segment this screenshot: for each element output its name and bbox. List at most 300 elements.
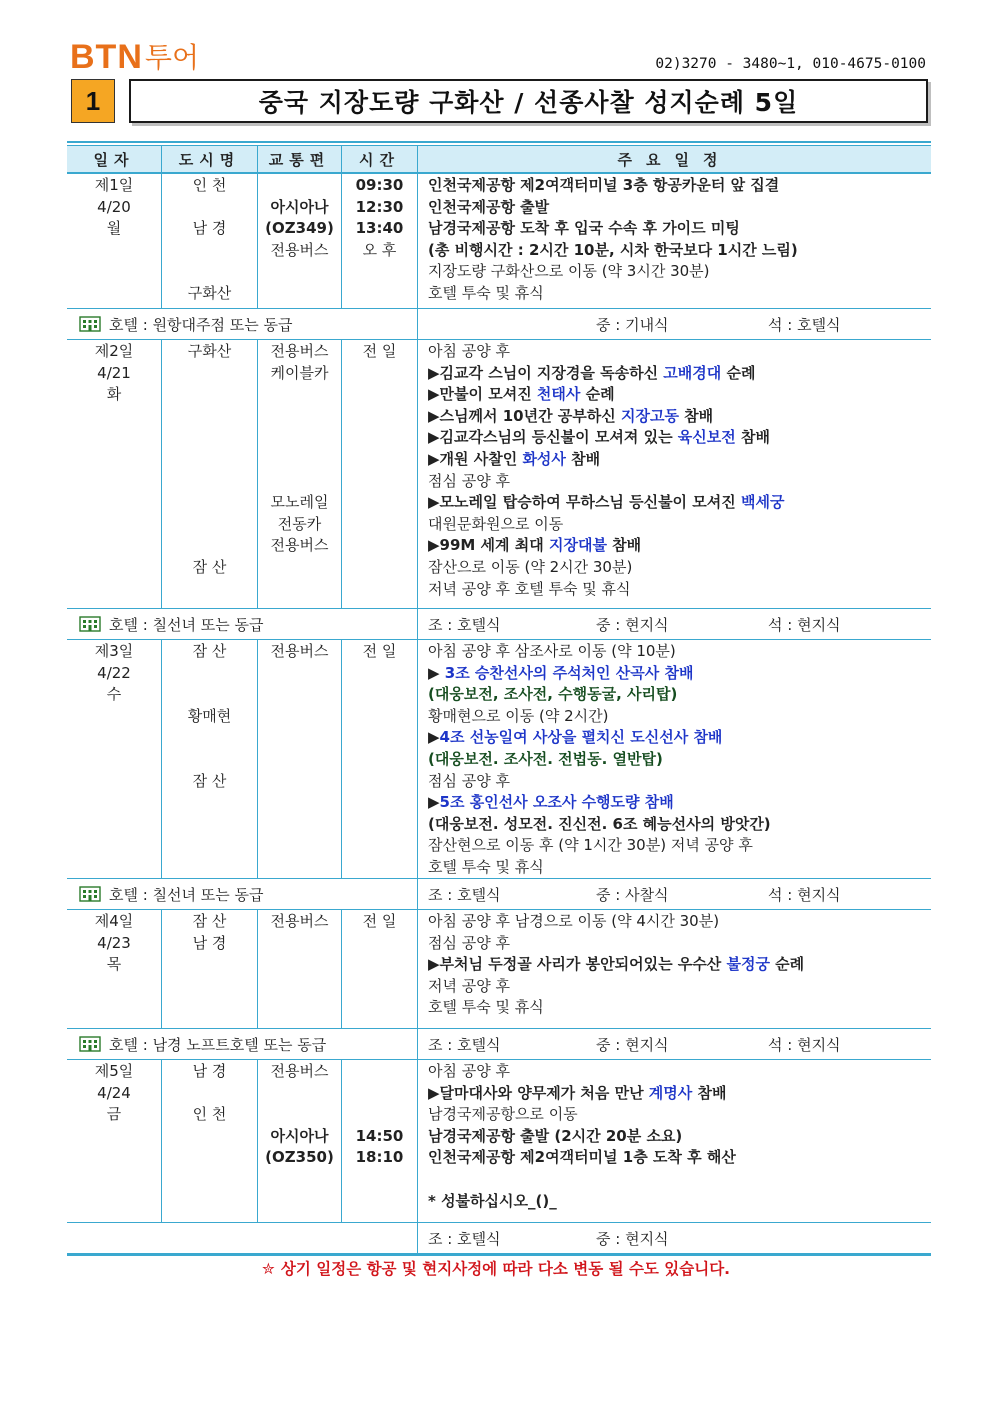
schedule-line [428,954,931,976]
cell-line [342,706,417,728]
cell-line [162,261,257,283]
schedule-text: 지장도량 구화산으로 이동 (약 3시간 30분) [428,262,710,281]
cell-line [342,684,417,706]
cell-line [258,684,341,706]
meal-item: 중 : 현지식 [596,1035,669,1054]
cell-line [258,427,341,449]
day-date-cell [67,640,162,878]
cell-line: 월 [106,219,122,238]
cell-line: 황매현 [187,706,232,725]
schedule-text: 순례 [721,363,756,382]
cell-line [162,363,257,385]
building-icon [79,886,101,902]
schedule-text: ▶부처님 두정골 사리가 봉안되어있는 우수산 [428,955,727,974]
schedule-text: 고배경대 [663,363,722,382]
schedule-text: ▶ [428,793,440,812]
col-schedule: 주요일정 [617,150,732,169]
star-icon: ✮ [261,1260,275,1278]
cell-line: 아시아나 [270,1126,329,1145]
cell-line [342,1104,417,1126]
meal-item: 석 : 현지식 [768,615,841,634]
cell-line [258,1019,341,1029]
schedule-line [428,727,931,749]
schedule-line [428,240,931,262]
city-cell [162,174,258,308]
cell-line: 구화산 [187,283,232,302]
footer-note-text: 상기 일정은 항공 및 현지사정에 따라 다소 변동 될 수도 있습니다. [280,1260,731,1278]
schedule-line [428,1169,931,1191]
day-row [67,910,931,1029]
schedule-text: 대원문화원으로 이동 [428,514,564,533]
schedule-text: 호텔 투숙 및 휴식 [428,998,544,1017]
cell-line [258,706,341,728]
cell-line [258,792,341,814]
cell-line: 전용버스 [270,342,329,360]
cell-line: 제5일 [94,1062,134,1080]
building-icon [79,1036,101,1052]
schedule-text: 참배 [735,428,770,447]
cell-line: (OZ350) [265,1148,334,1167]
cell-line [258,749,341,771]
schedule-line [428,1083,931,1105]
hotel-cell [67,1029,418,1059]
hotel-name: 호텔 : 칠선녀 또는 동급 [109,885,264,904]
day-date-cell [67,910,162,1028]
cell-line [342,1191,417,1213]
cell-line [342,449,417,471]
schedule-line [428,406,931,428]
meal-item: 조 : 호텔식 [428,615,501,634]
cell-line [162,406,257,428]
cell-line: (OZ349) [265,219,334,238]
cell-line [162,197,257,219]
cell-line: 제1일 [94,176,134,194]
cell-line: 12:30 [355,197,404,216]
schedule-text: ▶김교각스님의 등신불이 모셔져 있는 [428,428,678,447]
cell-line [258,175,341,197]
cell-line: 전용버스 [270,912,329,930]
cell-line [162,535,257,557]
cell-line: 전 일 [362,912,397,930]
schedule-text: (대웅보전. 조사전. 전법동. 열반탑) [428,749,663,768]
hotel-cell [67,609,418,639]
meal-item: 중 : 현지식 [596,1229,669,1248]
schedule-text: 점심 공양 후 [428,933,510,952]
time-cell [342,1060,418,1222]
cell-line [258,1191,341,1213]
cell-line: 13:40 [355,219,404,238]
hotel-row [67,309,931,340]
meal-cell [418,309,931,339]
cell-line: 4/22 [97,663,131,682]
brand-logo [70,40,199,74]
cell-line [162,814,257,836]
cell-line [162,1169,257,1191]
cell-line [258,771,341,793]
cell-line [162,749,257,771]
schedule-line [428,857,931,879]
schedule-text: ▶개원 사찰인 [428,449,523,468]
schedule-text: 남경국제공항 도착 후 입국 수속 후 가이드 미팅 [428,219,740,238]
schedule-text: 저녁 공양 후 [428,976,510,995]
cell-line [162,997,257,1019]
schedule-line [428,997,931,1019]
col-city: 도시명 [162,146,258,172]
hotel-row [67,1223,931,1254]
cell-line: 18:10 [355,1148,404,1167]
cell-line [258,579,341,601]
day-date-cell [67,1060,162,1222]
col-transport: 교통편 [258,146,342,172]
schedule-text: 지장고동 [620,406,679,425]
schedule-text: ▶만불이 모셔진 [428,385,537,404]
col-time: 시간 [342,146,418,172]
schedule-text: 참배 [606,536,642,555]
schedule-text: 아침 공양 후 남경으로 이동 (약 4시간 30분) [428,912,720,930]
cell-line [162,1212,257,1223]
schedule-line [428,933,931,955]
building-icon [79,616,101,632]
cell-line: 4/21 [97,363,131,382]
transport-cell [258,640,342,878]
schedule-text: ▶김교각 스님이 지장경을 독송하신 [428,363,664,382]
cell-line: 전용버스 [270,536,329,555]
cell-line [342,727,417,749]
schedule-line [428,341,931,363]
title-box [129,79,928,123]
cell-line: 남 경 [192,933,227,952]
schedule-text: 순례 [580,385,615,404]
cell-line: 제2일 [94,342,134,360]
hotel-cell [67,309,418,339]
cell-line [342,261,417,283]
day-row [67,1060,931,1223]
schedule-line [428,684,931,706]
schedule-text: (대웅보전. 성모전. 진신전. 6조 혜능선사의 방앗간) [428,814,771,833]
schedule-text: 인천국제공항 제2여객터미널 3층 항공카운터 앞 집결 [428,176,780,194]
schedule-text: 아침 공양 후 삼조사로 이동 (약 10분) [428,642,676,660]
cell-line [258,557,341,579]
schedule-line [428,363,931,385]
meal-cell [418,879,931,909]
cell-line [162,514,257,536]
cell-line: 잠 산 [192,557,227,576]
cell-line [342,814,417,836]
schedule-text: 호텔 투숙 및 휴식 [428,857,544,876]
schedule-text: 육신보전 [677,428,736,447]
schedule-line [428,641,931,663]
meal-item: 석 : 현지식 [768,1035,841,1054]
building-icon [79,316,101,332]
cell-line: 구화산 [187,342,232,360]
cell-line [342,579,417,601]
hotel-name: 호텔 : 남경 노프트호텔 또는 동급 [109,1035,327,1054]
cell-line: 금 [106,1105,122,1124]
schedule-text: 백세궁 [740,493,785,512]
cell-line: 전동카 [277,514,322,533]
cell-line [258,449,341,471]
cell-line [162,684,257,706]
cell-line: 4/20 [97,197,131,216]
cell-line: 14:50 [355,1126,404,1145]
cell-line [342,663,417,685]
cell-line: 남 경 [192,219,227,238]
cell-line [162,579,257,601]
schedule-text: 아침 공양 후 [428,1062,510,1080]
cell-line [258,384,341,406]
cell-line [162,449,257,471]
meal-cell [418,609,931,639]
cell-line: 수 [106,685,122,704]
cell-line: 전 일 [362,342,397,360]
table-body [67,174,931,1254]
hotel-row [67,1029,931,1060]
schedule-line [428,663,931,685]
schedule-line [428,1191,931,1213]
cell-line [342,514,417,536]
hotel-cell [67,879,418,909]
cell-line [162,471,257,493]
cell-line [162,792,257,814]
col-date: 일자 [67,146,162,172]
schedule-text: 점심 공양 후 [428,771,510,790]
logo-suffix: 투어 [144,41,199,74]
time-cell [342,910,418,1028]
cell-line [342,933,417,955]
cell-line [258,933,341,955]
schedule-line [428,1061,931,1083]
cell-line [258,954,341,976]
cell-line [342,283,417,305]
cell-line: 잠 산 [192,912,227,930]
meal-item: 석 : 호텔식 [768,315,841,334]
cell-line: 인 천 [192,176,227,194]
schedule-text: ▶ [428,728,440,747]
schedule-cell [418,1060,931,1222]
cell-line [342,471,417,493]
cell-line: 케이블카 [270,363,329,382]
schedule-text: ▶스님께서 10년간 공부하신 [428,406,621,425]
cell-line [162,835,257,857]
cell-line [342,976,417,998]
cell-line: 전용버스 [270,1062,329,1080]
hotel-row [67,609,931,640]
schedule-text: 저녁 공양 후 호텔 투숙 및 휴식 [428,579,631,598]
schedule-line [428,557,931,579]
cell-line: 4/24 [97,1083,131,1102]
schedule-line [428,579,931,601]
day-row [67,640,931,879]
schedule-line [428,535,931,557]
day-date-cell [67,340,162,608]
schedule-text: 남경국제공항 출발 (2시간 20분 소요) [428,1126,683,1145]
itinerary-number: 1 [71,79,115,123]
cell-line [258,1212,341,1223]
schedule-text: ▶ [428,663,445,682]
city-cell [162,640,258,878]
schedule-line [428,792,931,814]
schedule-text: 아침 공양 후 [428,342,510,360]
cell-line [342,857,417,879]
schedule-text: 잠산현으로 이동 후 (약 1시간 30분) 저녁 공양 후 [428,836,753,855]
schedule-line [428,749,931,771]
schedule-line [428,1147,931,1169]
schedule-text: 3조 승찬선사의 주석처인 산곡사 참배 [444,663,694,682]
cell-line [162,663,257,685]
schedule-text: 순례 [769,955,805,974]
day-row [67,174,931,309]
cell-line [342,363,417,385]
cell-line [258,835,341,857]
schedule-text: 화성사 [522,449,566,468]
cell-line [162,240,257,262]
schedule-text: (총 비행시간 : 2시간 10분, 시차 한국보다 1시간 느림) [428,240,798,259]
schedule-line [428,471,931,493]
cell-line: 제4일 [94,912,134,930]
cell-line: 잠 산 [192,642,227,660]
schedule-text: (대웅보전, 조사전, 수행동굴, 사리탑) [428,685,678,704]
cell-line [162,727,257,749]
cell-line: 목 [106,955,122,974]
cell-line: 인 천 [192,1105,227,1124]
cell-line [162,1083,257,1105]
cell-line [162,954,257,976]
cell-line [342,771,417,793]
schedule-text: 4조 선농일여 사상을 펼치신 도신선사 참배 [439,728,723,747]
cell-line [342,427,417,449]
schedule-text: 잠산으로 이동 (약 2시간 30분) [428,557,633,576]
meal-cell [418,1223,931,1253]
schedule-line [428,218,931,240]
day-row [67,340,931,609]
table-header [67,146,931,174]
schedule-cell [418,640,931,878]
schedule-cell [418,174,931,308]
cell-line [258,663,341,685]
transport-cell [258,1060,342,1222]
hotel-name: 호텔 : 칠선녀 또는 동급 [109,615,264,634]
cell-line: 오 후 [362,240,397,259]
cell-line: 전용버스 [270,642,329,660]
footer-note [0,1257,992,1279]
cell-line: 아시아나 [270,197,329,216]
schedule-line [428,771,931,793]
schedule-text: ▶99M 세계 최대 [428,536,549,555]
table-bottom-rule [67,1254,931,1256]
city-cell [162,910,258,1028]
cell-line [342,384,417,406]
schedule-line [428,1104,931,1126]
cell-line: 4/23 [97,933,131,952]
cell-line: 09:30 [355,176,404,194]
cell-line [342,792,417,814]
cell-line [342,954,417,976]
cell-line [162,492,257,514]
cell-line [342,406,417,428]
cell-line [258,1083,341,1105]
meal-item: 석 : 현지식 [768,885,841,904]
cell-line [342,535,417,557]
cell-line: 전용버스 [270,240,329,259]
cell-line [342,557,417,579]
schedule-cell [418,340,931,608]
cell-line [342,749,417,771]
meal-item: 조 : 호텔식 [428,1035,501,1054]
cell-line [258,1104,341,1126]
schedule-text: 호텔 투숙 및 휴식 [428,283,544,302]
schedule-text: ▶달마대사와 양무제가 처음 만난 [428,1083,649,1102]
meal-item: 중 : 기내식 [596,315,669,334]
cell-line [342,600,417,609]
time-cell [342,640,418,878]
schedule-text: 천태사 [536,385,581,404]
schedule-line [428,175,931,197]
schedule-line [428,384,931,406]
schedule-line [428,1212,931,1223]
itinerary-table [67,140,931,1256]
meal-item: 조 : 호텔식 [428,885,501,904]
cell-line [258,471,341,493]
schedule-line [428,261,931,283]
cell-line [258,727,341,749]
time-cell [342,340,418,608]
cell-line [258,261,341,283]
schedule-text: 점심 공양 후 [428,471,510,490]
cell-line [162,1019,257,1029]
cell-line: 제3일 [94,642,134,660]
cell-line [342,1212,417,1223]
cell-line: 남 경 [192,1062,227,1080]
schedule-line [428,706,931,728]
cell-line [342,492,417,514]
schedule-text: 인천국제공항 출발 [428,197,550,216]
schedule-line [428,911,931,933]
cell-line [162,1191,257,1213]
cell-line [258,814,341,836]
cell-line [162,427,257,449]
cell-line [162,857,257,879]
schedule-cell [418,910,931,1028]
cell-line [342,1019,417,1029]
schedule-line [428,283,931,305]
cell-line [258,976,341,998]
meal-item: 중 : 현지식 [596,615,669,634]
cell-line [162,384,257,406]
cell-line [258,997,341,1019]
cell-line [258,406,341,428]
schedule-text: 참배 [692,1083,727,1102]
cell-line [342,835,417,857]
cell-line [258,600,341,609]
cell-line: 잠 산 [192,771,227,790]
transport-cell [258,174,342,308]
city-cell [162,340,258,608]
schedule-text: 불정궁 [726,955,770,974]
cell-line [162,976,257,998]
phone-numbers: 02)3270 - 3480~1, 010-4675-0100 [655,56,926,72]
hotel-cell [67,1223,418,1253]
cell-line [342,1083,417,1105]
schedule-text: 지장대불 [548,536,607,555]
city-cell [162,1060,258,1222]
schedule-line [428,814,931,836]
page-title: 중국 지장도량 구화산 / 선종사찰 성지순례 5일 [258,88,799,117]
cell-line: 모노레일 [270,493,329,512]
time-cell [342,174,418,308]
meal-item: 중 : 사찰식 [596,885,669,904]
schedule-text: 인천국제공항 제2여객터미널 1층 도착 후 해산 [428,1148,736,1167]
cell-line [162,1126,257,1148]
